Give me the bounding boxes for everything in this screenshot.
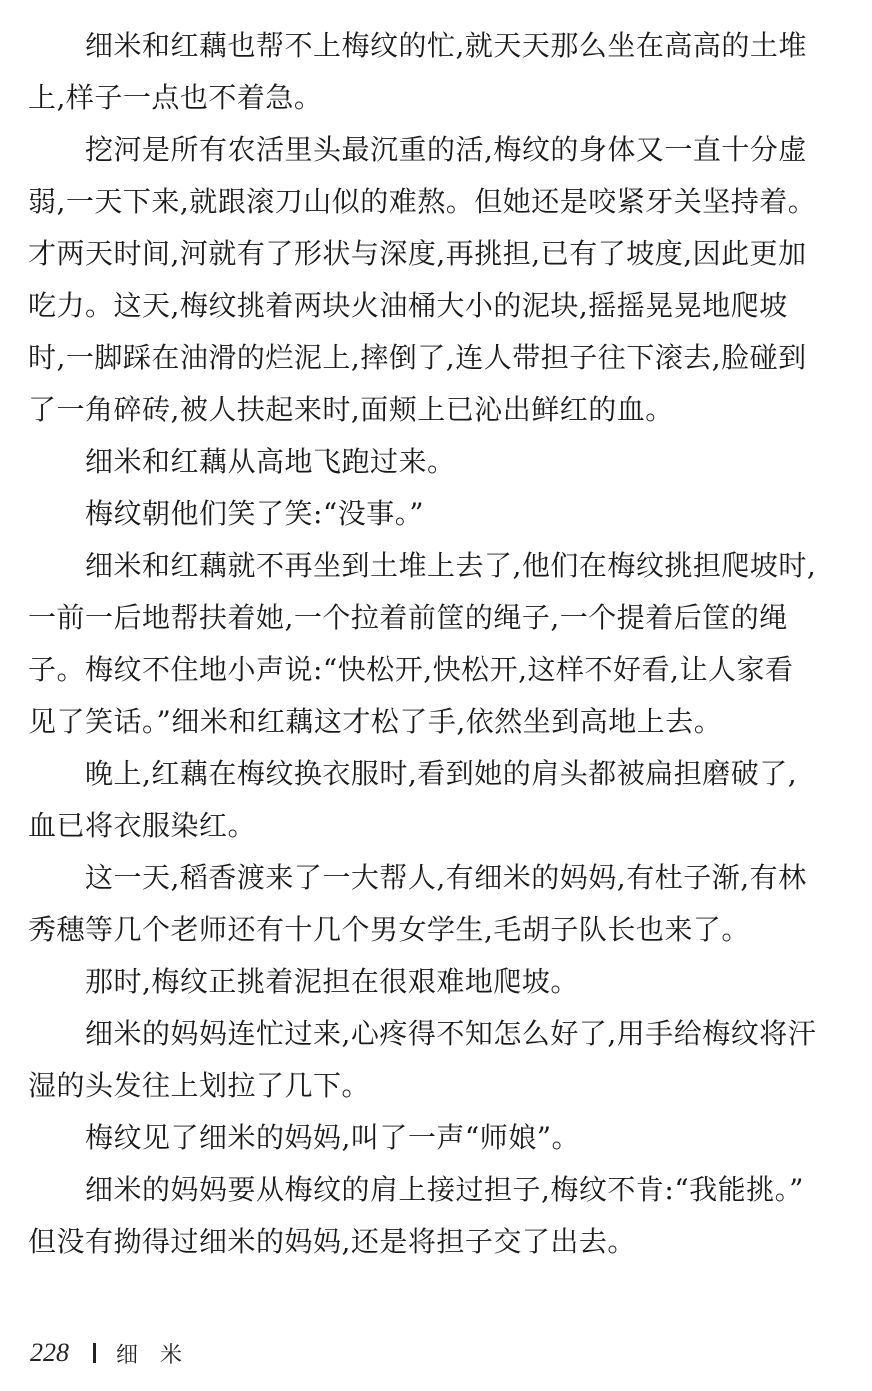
text-line: 时,一脚踩在油滑的烂泥上,摔倒了,连人带担子往下滚去,脸碰到 [28,341,807,374]
page-number: 228 [30,1338,69,1367]
text-line: 秀穗等几个老师还有十几个男女学生,毛胡子队长也来了。 [28,913,750,946]
text-line: 才两天时间,河就有了形状与深度,再挑担,已有了坡度,因此更加 [28,237,807,270]
footer-divider [93,1343,96,1363]
text-line: 这一天,稻香渡来了一大帮人,有细米的妈妈,有杜子渐,有林 [85,861,807,894]
book-title: 细米 [116,1342,205,1368]
text-line: 梅纹见了细米的妈妈,叫了一声“师娘”。 [85,1121,581,1154]
text-line: 一前一后地帮扶着她,一个拉着前筐的绳子,一个提着后筐的绳 [28,601,788,634]
text-line: 湿的头发往上划拉了几下。 [28,1069,371,1102]
text-line: 细米和红藕也帮不上梅纹的忙,就天天那么坐在高高的土堆 [85,29,807,62]
text-line: 弱,一天下来,就跟滚刀山似的难熬。但她还是咬紧牙关坚持着。 [28,185,817,218]
text-line: 了一角碎砖,被人扶起来时,面颊上已沁出鲜红的血。 [28,393,674,426]
text-line: 见了笑话。”细米和红藕这才松了手,依然坐到高地上去。 [28,705,723,738]
text-line: 上,样子一点也不着急。 [28,81,323,114]
text-line: 细米和红藕就不再坐到土堆上去了,他们在梅纹挑担爬坡时, [85,549,817,582]
text-line: 细米和红藕从高地飞跑过来。 [85,445,456,478]
text-line: 子。梅纹不住地小声说:“快松开,快松开,这样不好看,让人家看 [28,653,794,686]
text-line: 吃力。这天,梅纹挑着两块火油桶大小的泥块,摇摇晃晃地爬坡 [28,289,788,322]
page-footer [30,1333,204,1373]
text-line: 细米的妈妈连忙过来,心疼得不知怎么好了,用手给梅纹将汗 [85,1017,817,1050]
text-line: 那时,梅纹正挑着泥担在很艰难地爬坡。 [85,965,579,998]
text-line: 晚上,红藕在梅纹换衣服时,看到她的肩头都被扁担磨破了, [85,757,798,790]
text-line: 挖河是所有农活里头最沉重的活,梅纹的身体又一直十分虚 [85,133,807,166]
text-line: 血已将衣服染红。 [28,809,257,842]
text-line: 细米的妈妈要从梅纹的肩上接过担子,梅纹不肯:“我能挑。” [85,1173,804,1206]
text-line: 但没有拗得过细米的妈妈,还是将担子交了出去。 [28,1225,636,1258]
text-line: 梅纹朝他们笑了笑:“没事。” [85,497,425,530]
